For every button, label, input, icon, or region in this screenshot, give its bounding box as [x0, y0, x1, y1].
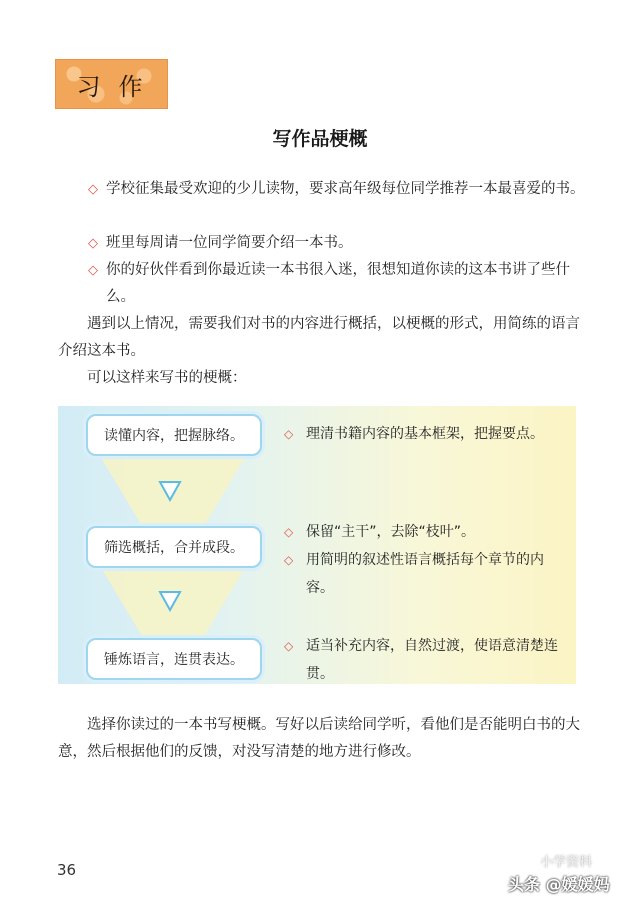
bullet-item	[88, 176, 588, 203]
bullet-item	[88, 257, 588, 311]
step-point: ◇ 适当补充内容，自然过渡，使语意清楚连贯。	[284, 632, 566, 688]
step-point: ◇ 理清书籍内容的基本框架，把握要点。	[284, 420, 566, 448]
bullet-text: 你的好伙伴看到你最近读一本书很入迷，很想知道你读的这本书讲了些什么。	[106, 262, 570, 305]
step-box: 筛选概括，合并成段。	[86, 526, 262, 568]
watermark: 头条 @媛媛妈	[508, 875, 610, 894]
intro-paragraph: 遇到以上情况，需要我们对书的内容进行概括，以梗概的形式，用简练的语言介绍这本书。	[58, 316, 580, 359]
down-triangle-icon	[158, 590, 182, 612]
section-badge	[55, 59, 168, 109]
diamond-icon: ◇	[284, 639, 294, 653]
step-point: ◇ 用简明的叙述性语言概括每个章节的内容。	[284, 546, 566, 602]
section-badge-label: 习作	[76, 72, 161, 101]
step-point: ◇ 保留“主干”，去除“枝叶”。	[284, 518, 566, 546]
step-box: 锤炼语言，连贯表达。	[86, 638, 262, 680]
diamond-icon: ◇	[284, 553, 294, 567]
bullet-text: 学校征集最受欢迎的少儿读物，要求高年级每位同学推荐一本最喜爱的书。	[106, 181, 585, 197]
diamond-icon: ◇	[284, 427, 294, 441]
step-box: 读懂内容，把握脉络。	[86, 414, 262, 456]
bullet-item	[88, 230, 588, 257]
down-triangle-icon	[158, 480, 182, 502]
page-title: 写作品梗概	[272, 128, 368, 150]
method-diagram	[58, 406, 576, 684]
diamond-icon: ◇	[88, 236, 98, 251]
bullet-text: 班里每周请一位同学简要介绍一本书。	[106, 235, 353, 251]
diamond-icon: ◇	[284, 525, 294, 539]
diamond-icon: ◇	[88, 263, 98, 278]
method-line: 可以这样来写书的梗概：	[87, 370, 247, 386]
page-number: 36	[57, 861, 77, 879]
diamond-icon: ◇	[88, 182, 98, 197]
watermark-small: 小学资料	[540, 855, 593, 870]
closing-paragraph: 选择你读过的一本书写梗概。写好以后读给同学听，看他们是否能明白书的大意，然后根据他们的反馈，对没写清楚的地方进行修改。	[58, 717, 580, 760]
